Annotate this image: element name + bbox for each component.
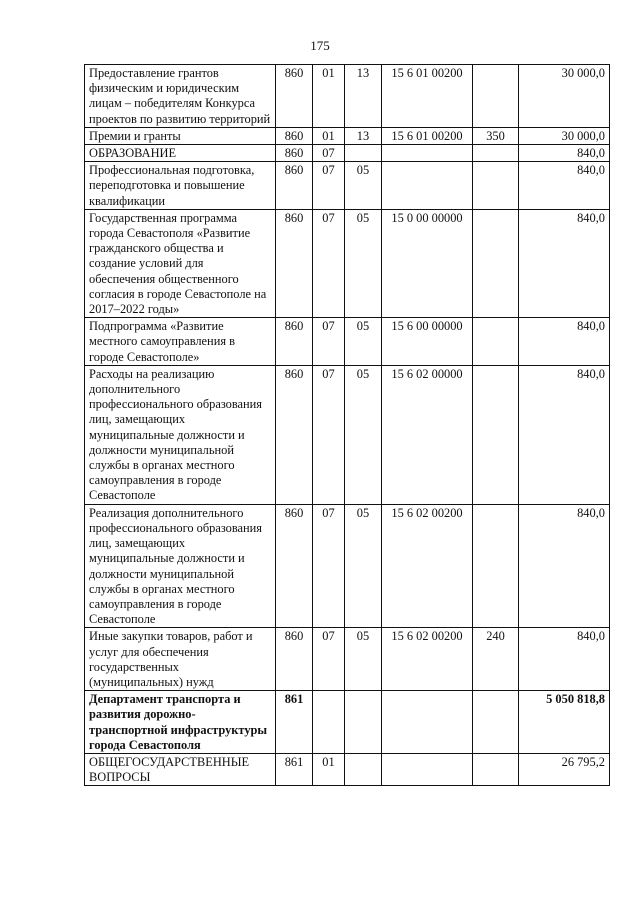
row-section-code: 07 xyxy=(313,209,345,317)
row-ministry-code: 860 xyxy=(276,162,313,210)
row-ministry-code: 860 xyxy=(276,504,313,628)
row-expense-type xyxy=(473,145,519,162)
row-section-code: 07 xyxy=(313,145,345,162)
row-expense-type: 240 xyxy=(473,628,519,691)
row-target-article xyxy=(382,691,473,754)
row-amount: 30 000,0 xyxy=(519,65,610,128)
row-ministry-code: 860 xyxy=(276,628,313,691)
row-expense-type xyxy=(473,318,519,366)
row-ministry-code: 860 xyxy=(276,209,313,317)
row-target-article xyxy=(382,162,473,210)
row-ministry-code: 860 xyxy=(276,318,313,366)
row-ministry-code: 860 xyxy=(276,145,313,162)
row-section-code: 07 xyxy=(313,162,345,210)
row-ministry-code: 861 xyxy=(276,691,313,754)
budget-table xyxy=(84,64,610,786)
row-amount: 840,0 xyxy=(519,504,610,628)
table-row xyxy=(85,145,610,162)
row-name: ОБРАЗОВАНИЕ xyxy=(85,145,276,162)
row-ministry-code: 861 xyxy=(276,753,313,785)
row-section-code: 01 xyxy=(313,65,345,128)
row-target-article: 15 6 02 00000 xyxy=(382,365,473,504)
row-subsection-code: 05 xyxy=(345,504,382,628)
row-amount: 30 000,0 xyxy=(519,127,610,144)
row-name: Подпрограмма «Развитие местного самоуправления в городе Севастополе» xyxy=(85,318,276,366)
row-target-article xyxy=(382,145,473,162)
row-section-code: 07 xyxy=(313,628,345,691)
row-amount: 840,0 xyxy=(519,628,610,691)
row-expense-type xyxy=(473,162,519,210)
row-section-code: 01 xyxy=(313,127,345,144)
row-expense-type xyxy=(473,209,519,317)
row-section-code: 07 xyxy=(313,504,345,628)
row-subsection-code xyxy=(345,145,382,162)
table-row xyxy=(85,691,610,754)
row-subsection-code: 05 xyxy=(345,318,382,366)
row-ministry-code: 860 xyxy=(276,127,313,144)
row-section-code xyxy=(313,691,345,754)
row-amount: 840,0 xyxy=(519,145,610,162)
row-subsection-code: 05 xyxy=(345,209,382,317)
row-name: Расходы на реализацию дополнительного профессионального образования лиц, замещающих муниципальные должности и должности муниципальной службы в органах местного самоуправления в городе Севастополе xyxy=(85,365,276,504)
row-target-article: 15 6 02 00200 xyxy=(382,504,473,628)
row-subsection-code xyxy=(345,753,382,785)
row-target-article: 15 6 01 00200 xyxy=(382,65,473,128)
table-row xyxy=(85,318,610,366)
row-ministry-code: 860 xyxy=(276,365,313,504)
table-body xyxy=(85,65,610,786)
row-target-article xyxy=(382,753,473,785)
row-name: ОБЩЕГОСУДАРСТВЕННЫЕ ВОПРОСЫ xyxy=(85,753,276,785)
page-number: 175 xyxy=(310,38,330,53)
row-name: Государственная программа города Севастополя «Развитие гражданского общества и создание условий для обеспечения общественного согласия в городе Севастополе на 2017–2022 годы» xyxy=(85,209,276,317)
row-expense-type xyxy=(473,65,519,128)
row-target-article: 15 0 00 00000 xyxy=(382,209,473,317)
table-row xyxy=(85,162,610,210)
row-target-article: 15 6 02 00200 xyxy=(382,628,473,691)
row-subsection-code: 05 xyxy=(345,628,382,691)
table-row xyxy=(85,209,610,317)
table-row xyxy=(85,365,610,504)
row-expense-type xyxy=(473,504,519,628)
row-expense-type xyxy=(473,365,519,504)
table-row xyxy=(85,753,610,785)
table-row xyxy=(85,628,610,691)
table-row xyxy=(85,127,610,144)
row-name: Реализация дополнительного профессионального образования лиц, замещающих муниципальные должности и должности муниципальной службы в органах местного самоуправления в городе Севастополе xyxy=(85,504,276,628)
row-amount: 840,0 xyxy=(519,318,610,366)
row-subsection-code: 13 xyxy=(345,65,382,128)
row-target-article: 15 6 01 00200 xyxy=(382,127,473,144)
row-amount: 5 050 818,8 xyxy=(519,691,610,754)
row-amount: 840,0 xyxy=(519,209,610,317)
row-name: Департамент транспорта и развития дорожно-транспортной инфраструктуры города Севастополя xyxy=(85,691,276,754)
row-expense-type: 350 xyxy=(473,127,519,144)
row-name: Премии и гранты xyxy=(85,127,276,144)
row-subsection-code: 05 xyxy=(345,162,382,210)
row-subsection-code: 05 xyxy=(345,365,382,504)
row-amount: 26 795,2 xyxy=(519,753,610,785)
row-ministry-code: 860 xyxy=(276,65,313,128)
row-subsection-code: 13 xyxy=(345,127,382,144)
row-expense-type xyxy=(473,691,519,754)
row-section-code: 07 xyxy=(313,318,345,366)
row-amount: 840,0 xyxy=(519,162,610,210)
row-section-code: 07 xyxy=(313,365,345,504)
row-section-code: 01 xyxy=(313,753,345,785)
row-expense-type xyxy=(473,753,519,785)
table-row xyxy=(85,65,610,128)
row-target-article: 15 6 00 00000 xyxy=(382,318,473,366)
table-row xyxy=(85,504,610,628)
row-name: Предоставление грантов физическим и юридическим лицам – победителям Конкурса проектов по развитию территорий xyxy=(85,65,276,128)
row-amount: 840,0 xyxy=(519,365,610,504)
row-subsection-code xyxy=(345,691,382,754)
row-name: Иные закупки товаров, работ и услуг для обеспечения государственных (муниципальных) нужд xyxy=(85,628,276,691)
row-name: Профессиональная подготовка, переподготовка и повышение квалификации xyxy=(85,162,276,210)
